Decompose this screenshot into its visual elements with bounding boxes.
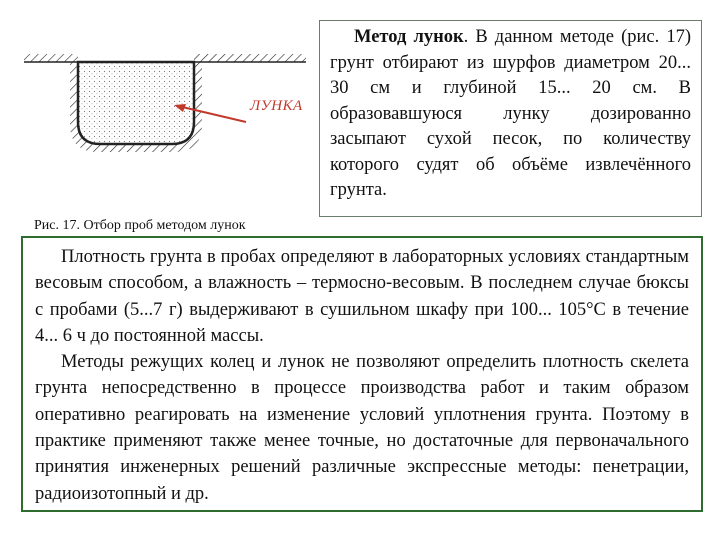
main-text-box	[21, 236, 703, 512]
pit-sand	[78, 62, 194, 144]
method-title: Метод лунок	[354, 27, 464, 47]
ground-hatch-right	[194, 54, 306, 62]
pit-label: ЛУНКА	[250, 98, 303, 114]
figure-caption: Рис. 17. Отбор проб методом лунок	[34, 218, 246, 233]
ground-hatch-left	[24, 54, 78, 62]
method-description-box	[319, 20, 702, 217]
pit-diagram	[18, 40, 318, 205]
paragraph-density: Плотность грунта в пробах определяют в лабораторных условиях стандартным весовым способом, а влажность – термосно-весовым. В последнем случае бюксы с пробами (5...7 г) выдерживают в сушильном шкафу при 100... 105°С в течение 4... 6 ч до постоянной массы.	[35, 247, 689, 346]
paragraph-methods: Методы режущих колец и лунок не позволяют определить плотность скелета грунта непосредственно в процессе производства работ и таким образом оперативно реагировать на изменение условий уплотнения грунта. Поэтому в практике применяют также менее точные, но достаточные для первоначального принятия инженерных решений различные экспрессные методы: пенетрации, радиоизотопный и др.	[35, 352, 689, 504]
pit-figure	[18, 40, 318, 233]
method-text: . В данном методе (рис. 17) грунт отбирают из шурфов диаметром 20... 30 см и глубиной 15... 20 см. В образовавшуюся лунку дозированно засыпают сухой песок, по количеству которого судят об объёме извлечённого грунта.	[330, 27, 691, 200]
